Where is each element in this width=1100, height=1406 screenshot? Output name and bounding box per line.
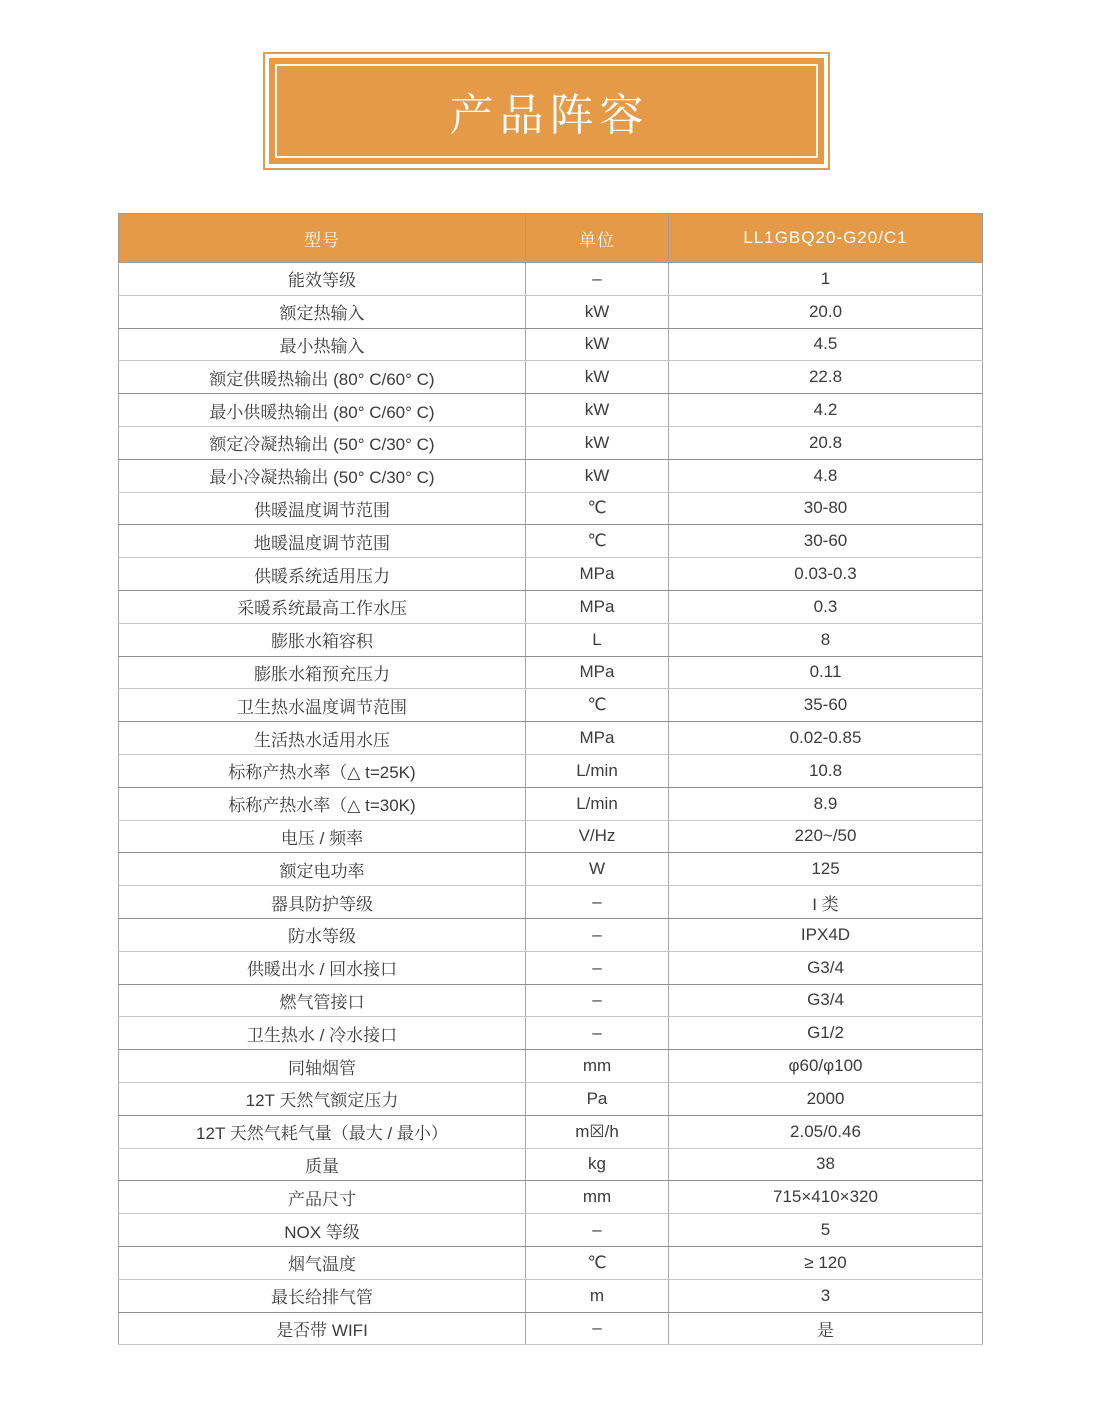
spec-label: 额定供暖热输出 (80° C/60° C) bbox=[119, 361, 526, 394]
spec-value: 715×410×320 bbox=[669, 1181, 983, 1214]
spec-value: 0.02-0.85 bbox=[669, 722, 983, 755]
spec-table bbox=[118, 213, 983, 1345]
spec-unit: kW bbox=[526, 426, 669, 459]
spec-unit: L bbox=[526, 623, 669, 656]
table-row bbox=[119, 1279, 983, 1312]
spec-unit: ℃ bbox=[526, 689, 669, 722]
table-row bbox=[119, 263, 983, 296]
table-row bbox=[119, 459, 983, 492]
column-header-model: 型号 bbox=[119, 214, 526, 263]
spec-value: 1 bbox=[669, 263, 983, 296]
table-row bbox=[119, 1148, 983, 1181]
table-row bbox=[119, 1082, 983, 1115]
spec-value: 30-60 bbox=[669, 525, 983, 558]
table-row bbox=[119, 328, 983, 361]
spec-label: 电压 / 频率 bbox=[119, 820, 526, 853]
spec-label: 卫生热水温度调节范围 bbox=[119, 689, 526, 722]
table-row bbox=[119, 1017, 983, 1050]
table-row bbox=[119, 754, 983, 787]
spec-unit: MPa bbox=[526, 656, 669, 689]
spec-label: 烟气温度 bbox=[119, 1246, 526, 1279]
spec-label: 额定冷凝热输出 (50° C/30° C) bbox=[119, 426, 526, 459]
table-row bbox=[119, 1115, 983, 1148]
spec-label: 同轴烟管 bbox=[119, 1050, 526, 1083]
spec-value: 125 bbox=[669, 853, 983, 886]
table-row bbox=[119, 1181, 983, 1214]
spec-unit: – bbox=[526, 886, 669, 919]
spec-unit: – bbox=[526, 951, 669, 984]
spec-unit: m☒/h bbox=[526, 1115, 669, 1148]
spec-label: 最小冷凝热输出 (50° C/30° C) bbox=[119, 459, 526, 492]
spec-value: φ60/φ100 bbox=[669, 1050, 983, 1083]
spec-value: 4.2 bbox=[669, 394, 983, 427]
table-row bbox=[119, 656, 983, 689]
spec-unit: m bbox=[526, 1279, 669, 1312]
spec-unit: V/Hz bbox=[526, 820, 669, 853]
spec-table-header bbox=[119, 214, 983, 263]
spec-value: G3/4 bbox=[669, 951, 983, 984]
spec-value: 2000 bbox=[669, 1082, 983, 1115]
spec-value: G3/4 bbox=[669, 984, 983, 1017]
table-row bbox=[119, 1312, 983, 1345]
spec-label: 卫生热水 / 冷水接口 bbox=[119, 1017, 526, 1050]
spec-label: 产品尺寸 bbox=[119, 1181, 526, 1214]
spec-value: 5 bbox=[669, 1214, 983, 1247]
spec-value: 0.3 bbox=[669, 590, 983, 623]
spec-unit: – bbox=[526, 918, 669, 951]
banner-fill bbox=[269, 58, 824, 164]
spec-value: 2.05/0.46 bbox=[669, 1115, 983, 1148]
spec-label: 额定热输入 bbox=[119, 295, 526, 328]
spec-value: 35-60 bbox=[669, 689, 983, 722]
table-row bbox=[119, 787, 983, 820]
spec-label: NOX 等级 bbox=[119, 1214, 526, 1247]
spec-label: 膨胀水箱容积 bbox=[119, 623, 526, 656]
spec-value: 38 bbox=[669, 1148, 983, 1181]
spec-label: 供暖出水 / 回水接口 bbox=[119, 951, 526, 984]
table-row bbox=[119, 918, 983, 951]
spec-label: 供暖系统适用压力 bbox=[119, 558, 526, 591]
table-row bbox=[119, 820, 983, 853]
spec-value: 4.8 bbox=[669, 459, 983, 492]
spec-value: 20.0 bbox=[669, 295, 983, 328]
spec-label: 12T 天然气额定压力 bbox=[119, 1082, 526, 1115]
table-row bbox=[119, 722, 983, 755]
spec-value: 20.8 bbox=[669, 426, 983, 459]
spec-unit: kg bbox=[526, 1148, 669, 1181]
spec-value: IPX4D bbox=[669, 918, 983, 951]
spec-label: 最小热输入 bbox=[119, 328, 526, 361]
spec-unit: kW bbox=[526, 295, 669, 328]
column-header-unit: 单位 bbox=[526, 214, 669, 263]
spec-table-body bbox=[119, 263, 983, 1345]
spec-unit: L/min bbox=[526, 787, 669, 820]
spec-unit: mm bbox=[526, 1181, 669, 1214]
spec-label: 器具防护等级 bbox=[119, 886, 526, 919]
spec-value: 0.11 bbox=[669, 656, 983, 689]
spec-label: 标称产热水率（△ t=25K) bbox=[119, 754, 526, 787]
table-row bbox=[119, 558, 983, 591]
spec-value: 22.8 bbox=[669, 361, 983, 394]
table-row bbox=[119, 1214, 983, 1247]
spec-unit: – bbox=[526, 984, 669, 1017]
table-row bbox=[119, 426, 983, 459]
spec-unit: kW bbox=[526, 328, 669, 361]
spec-unit: MPa bbox=[526, 590, 669, 623]
spec-unit: L/min bbox=[526, 754, 669, 787]
spec-value: 是 bbox=[669, 1312, 983, 1345]
spec-label: 供暖温度调节范围 bbox=[119, 492, 526, 525]
spec-label: 能效等级 bbox=[119, 263, 526, 296]
spec-unit: – bbox=[526, 1312, 669, 1345]
spec-label: 燃气管接口 bbox=[119, 984, 526, 1017]
table-row bbox=[119, 525, 983, 558]
spec-label: 地暖温度调节范围 bbox=[119, 525, 526, 558]
spec-unit: ℃ bbox=[526, 1246, 669, 1279]
spec-label: 膨胀水箱预充压力 bbox=[119, 656, 526, 689]
spec-unit: – bbox=[526, 1214, 669, 1247]
spec-value: 30-80 bbox=[669, 492, 983, 525]
table-row bbox=[119, 984, 983, 1017]
spec-label: 是否带 WIFI bbox=[119, 1312, 526, 1345]
spec-unit: mm bbox=[526, 1050, 669, 1083]
table-row bbox=[119, 590, 983, 623]
spec-label: 采暖系统最高工作水压 bbox=[119, 590, 526, 623]
spec-label: 最长给排气管 bbox=[119, 1279, 526, 1312]
spec-unit: ℃ bbox=[526, 492, 669, 525]
spec-label: 额定电功率 bbox=[119, 853, 526, 886]
spec-value: I 类 bbox=[669, 886, 983, 919]
spec-unit: MPa bbox=[526, 722, 669, 755]
table-row bbox=[119, 886, 983, 919]
banner-inner-frame bbox=[275, 64, 818, 158]
column-header-model-number: LL1GBQ20-G20/C1 bbox=[669, 214, 983, 263]
spec-value: 3 bbox=[669, 1279, 983, 1312]
table-row bbox=[119, 394, 983, 427]
table-row bbox=[119, 1050, 983, 1083]
spec-value: ≥ 120 bbox=[669, 1246, 983, 1279]
header-row bbox=[119, 214, 983, 263]
spec-label: 标称产热水率（△ t=30K) bbox=[119, 787, 526, 820]
spec-value: G1/2 bbox=[669, 1017, 983, 1050]
table-row bbox=[119, 492, 983, 525]
spec-unit: W bbox=[526, 853, 669, 886]
spec-value: 220~/50 bbox=[669, 820, 983, 853]
table-row bbox=[119, 951, 983, 984]
spec-label: 质量 bbox=[119, 1148, 526, 1181]
product-lineup-banner bbox=[263, 52, 830, 170]
page-title: 产品阵容 bbox=[449, 91, 650, 140]
table-row bbox=[119, 1246, 983, 1279]
spec-unit: kW bbox=[526, 394, 669, 427]
spec-value: 8 bbox=[669, 623, 983, 656]
table-row bbox=[119, 853, 983, 886]
table-row bbox=[119, 295, 983, 328]
spec-unit: Pa bbox=[526, 1082, 669, 1115]
spec-unit: – bbox=[526, 1017, 669, 1050]
spec-unit: kW bbox=[526, 361, 669, 394]
spec-value: 10.8 bbox=[669, 754, 983, 787]
table-row bbox=[119, 361, 983, 394]
spec-value: 4.5 bbox=[669, 328, 983, 361]
spec-label: 12T 天然气耗气量（最大 / 最小） bbox=[119, 1115, 526, 1148]
spec-value: 8.9 bbox=[669, 787, 983, 820]
spec-unit: kW bbox=[526, 459, 669, 492]
table-row bbox=[119, 689, 983, 722]
spec-unit: ℃ bbox=[526, 525, 669, 558]
spec-unit: MPa bbox=[526, 558, 669, 591]
spec-label: 防水等级 bbox=[119, 918, 526, 951]
spec-label: 生活热水适用水压 bbox=[119, 722, 526, 755]
table-row bbox=[119, 623, 983, 656]
spec-unit: – bbox=[526, 263, 669, 296]
spec-label: 最小供暖热输出 (80° C/60° C) bbox=[119, 394, 526, 427]
spec-value: 0.03-0.3 bbox=[669, 558, 983, 591]
